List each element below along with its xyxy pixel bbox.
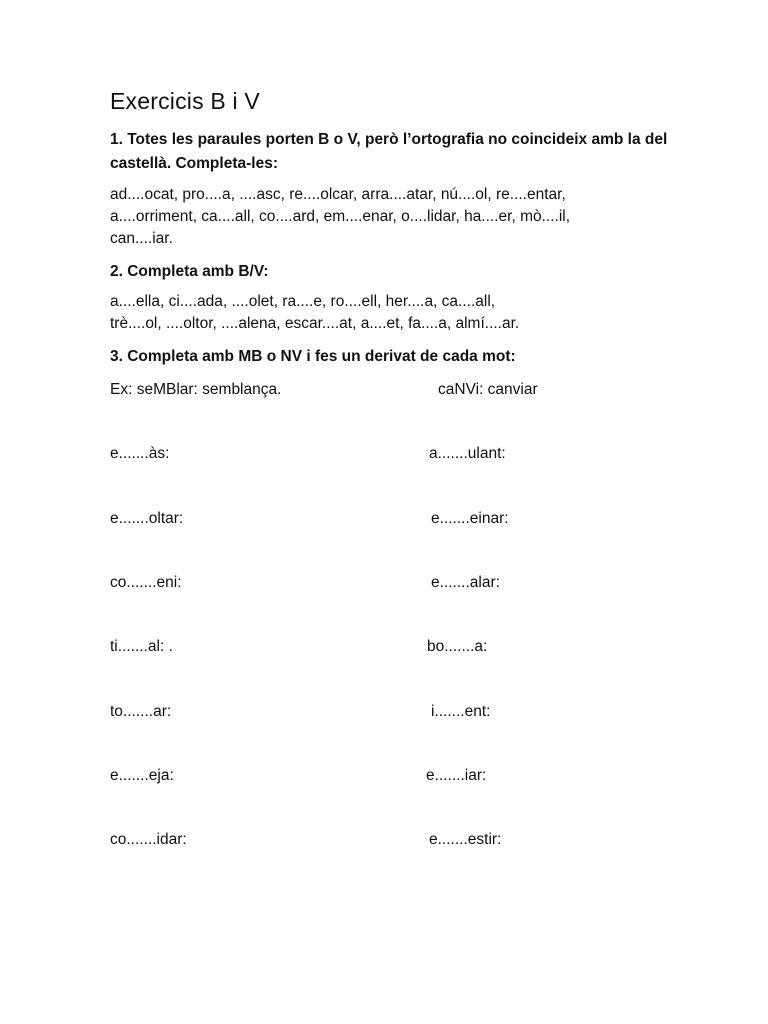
exercise-3-row-4-right: bo.......a:	[427, 638, 488, 655]
exercise-3-row-6-right: e.......iar:	[426, 767, 487, 784]
exercise-3-row-4-left: ti.......al: .	[110, 638, 173, 655]
exercise-3-row-5-right: i.......ent:	[431, 703, 491, 720]
exercise-3-row-6-left: e.......eja:	[110, 767, 174, 784]
exercise-2-words	[110, 291, 690, 335]
exercise-2-line-2: trè....ol, ....oltor, ....alena, escar....at, a....et, fa....a, almí....ar.	[110, 315, 520, 332]
exercise-3-row-3-right: e.......alar:	[431, 574, 500, 591]
exercise-3-row-2-left: e.......oltar:	[110, 510, 184, 527]
exercise-3-row-1-left: e.......às:	[110, 445, 170, 462]
page-title: Exercicis B i V	[110, 88, 260, 114]
exercise-3-heading: 3. Completa amb MB o NV i fes un derivat de cada mot:	[110, 348, 516, 365]
exercise-3-row-3-left: co.......eni:	[110, 574, 182, 591]
exercise-1-line-3: can....iar.	[110, 230, 173, 247]
exercise-3-row-7-right: e.......estir:	[429, 831, 502, 848]
exercise-1-words	[110, 184, 690, 250]
example-right: caNVi: canviar	[438, 381, 538, 398]
exercise-3-row-5-left: to.......ar:	[110, 703, 172, 720]
exercise-1-line-1: ad....ocat, pro....a, ....asc, re....olcar, arra....atar, nú....ol, re....entar,	[110, 186, 566, 203]
example-left: Ex: seMBlar: semblança.	[110, 381, 282, 398]
exercise-2-heading: 2. Completa amb B/V:	[110, 263, 269, 280]
exercise-2-line-1: a....ella, ci....ada, ....olet, ra....e, ro....ell, her....a, ca....all,	[110, 293, 496, 310]
exercise-1-line-2: a....orriment, ca....all, co....ard, em....enar, o....lidar, ha....er, mò....il,	[110, 208, 571, 225]
exercise-3-row-7-left: co.......idar:	[110, 831, 187, 848]
exercise-3-row-1-right: a.......ulant:	[429, 445, 506, 462]
exercise-3-row-2-right: e.......einar:	[431, 510, 509, 527]
exercise-1-heading: 1. Totes les paraules porten B o V, però l’ortografia no coincideix amb la del castellà. Completa-les:	[110, 131, 668, 172]
